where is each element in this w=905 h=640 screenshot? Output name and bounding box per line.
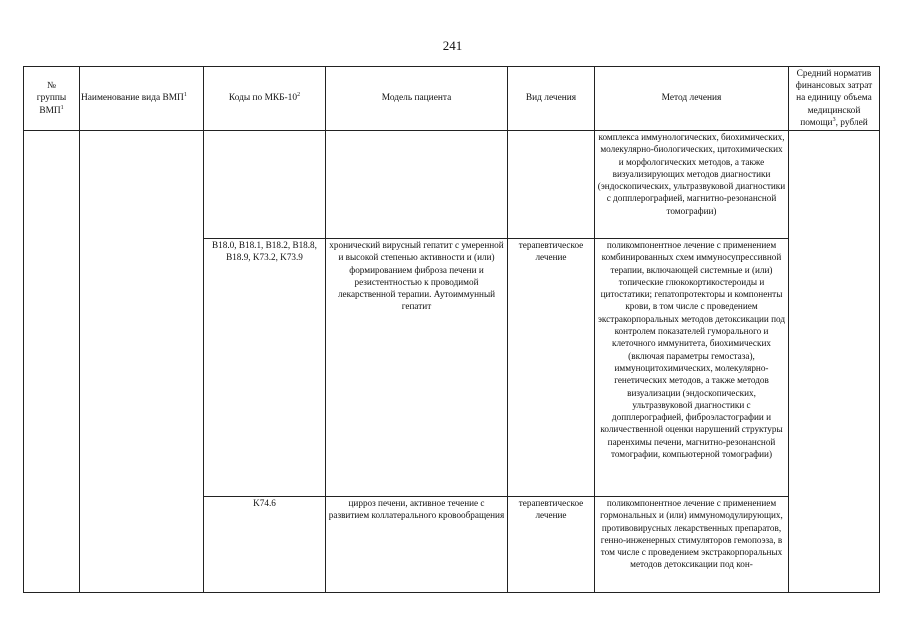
cell-method: комплекса иммунологических, биохимических, молекулярно-биологических, цитохимических и морфологических методов, а также визуализирующих методов диагностики (эндоскопических, ультразвуковой диагностики с допплерографией, магнитно-резонансной томографии)	[595, 131, 789, 239]
cell-type	[508, 131, 595, 239]
header-cost: Средний норматив финансовых затрат на единицу объема медицинской помощи$^3$, рублей	[789, 67, 880, 131]
table-row	[24, 131, 880, 239]
vmp-table	[23, 66, 880, 593]
cell-type: терапевтическое лечение	[508, 239, 595, 497]
cell-method: поликомпонентное лечение с применением гормональных и (или) иммуномодулирующих, противовирусных лекарственных препаратов, генно-инженерных стимуляторов гемопоэза, в том числе с проведением экстракорпоральных методов детоксикации под кон-	[595, 497, 789, 593]
cell-group	[24, 131, 80, 593]
cell-name	[80, 131, 204, 593]
header-type: Вид лечения	[508, 67, 595, 131]
header-group: № группы ВМП$^1$	[24, 67, 80, 131]
header-method: Метод лечения	[595, 67, 789, 131]
cell-type: терапевтическое лечение	[508, 497, 595, 593]
page-number: 241	[442, 38, 463, 53]
cell-model	[326, 131, 508, 239]
cell-codes	[204, 131, 326, 239]
header-codes: Коды по МКБ-$10^2$	[204, 67, 326, 131]
cell-model: хронический вирусный гепатит с умеренной и высокой степенью активности и (или) формированием фиброза печени и резистентностью к проводимой лекарственной терапии. Аутоиммунный гепатит	[326, 239, 508, 497]
cell-model: цирроз печени, активное течение с развитием коллатерального кровообращения	[326, 497, 508, 593]
header-row	[24, 67, 880, 131]
header-name: Наименование вида ВМП$^1$	[80, 67, 204, 131]
header-model: Модель пациента	[326, 67, 508, 131]
cell-codes: K74.6	[204, 497, 326, 593]
cell-method: поликомпонентное лечение с применением комбинированных схем иммуносупрессивной терапии, включающей системные и (или) топические глюкокортикостероиды и цитостатики; гепатопротекторы и компоненты крови, в том числе с проведением экстракорпоральных методов детоксикации под контролем показателей гуморального и клеточного иммунитета, биохимических (включая параметры гемостаза), иммуноцитохимических, молекулярно-генетических методов, а также методов визуализации (эндоскопических, ультразвуковой диагностики с допплерографией, фиброэластографии и количественной оценки нарушений структуры паренхимы печени, магнитно-резонансной томографии, компьютерной томографии)	[595, 239, 789, 497]
cell-cost	[789, 131, 880, 593]
cell-codes: B18.0, B18.1, B18.2, B18.8, B18.9, K73.2, K73.9	[204, 239, 326, 497]
